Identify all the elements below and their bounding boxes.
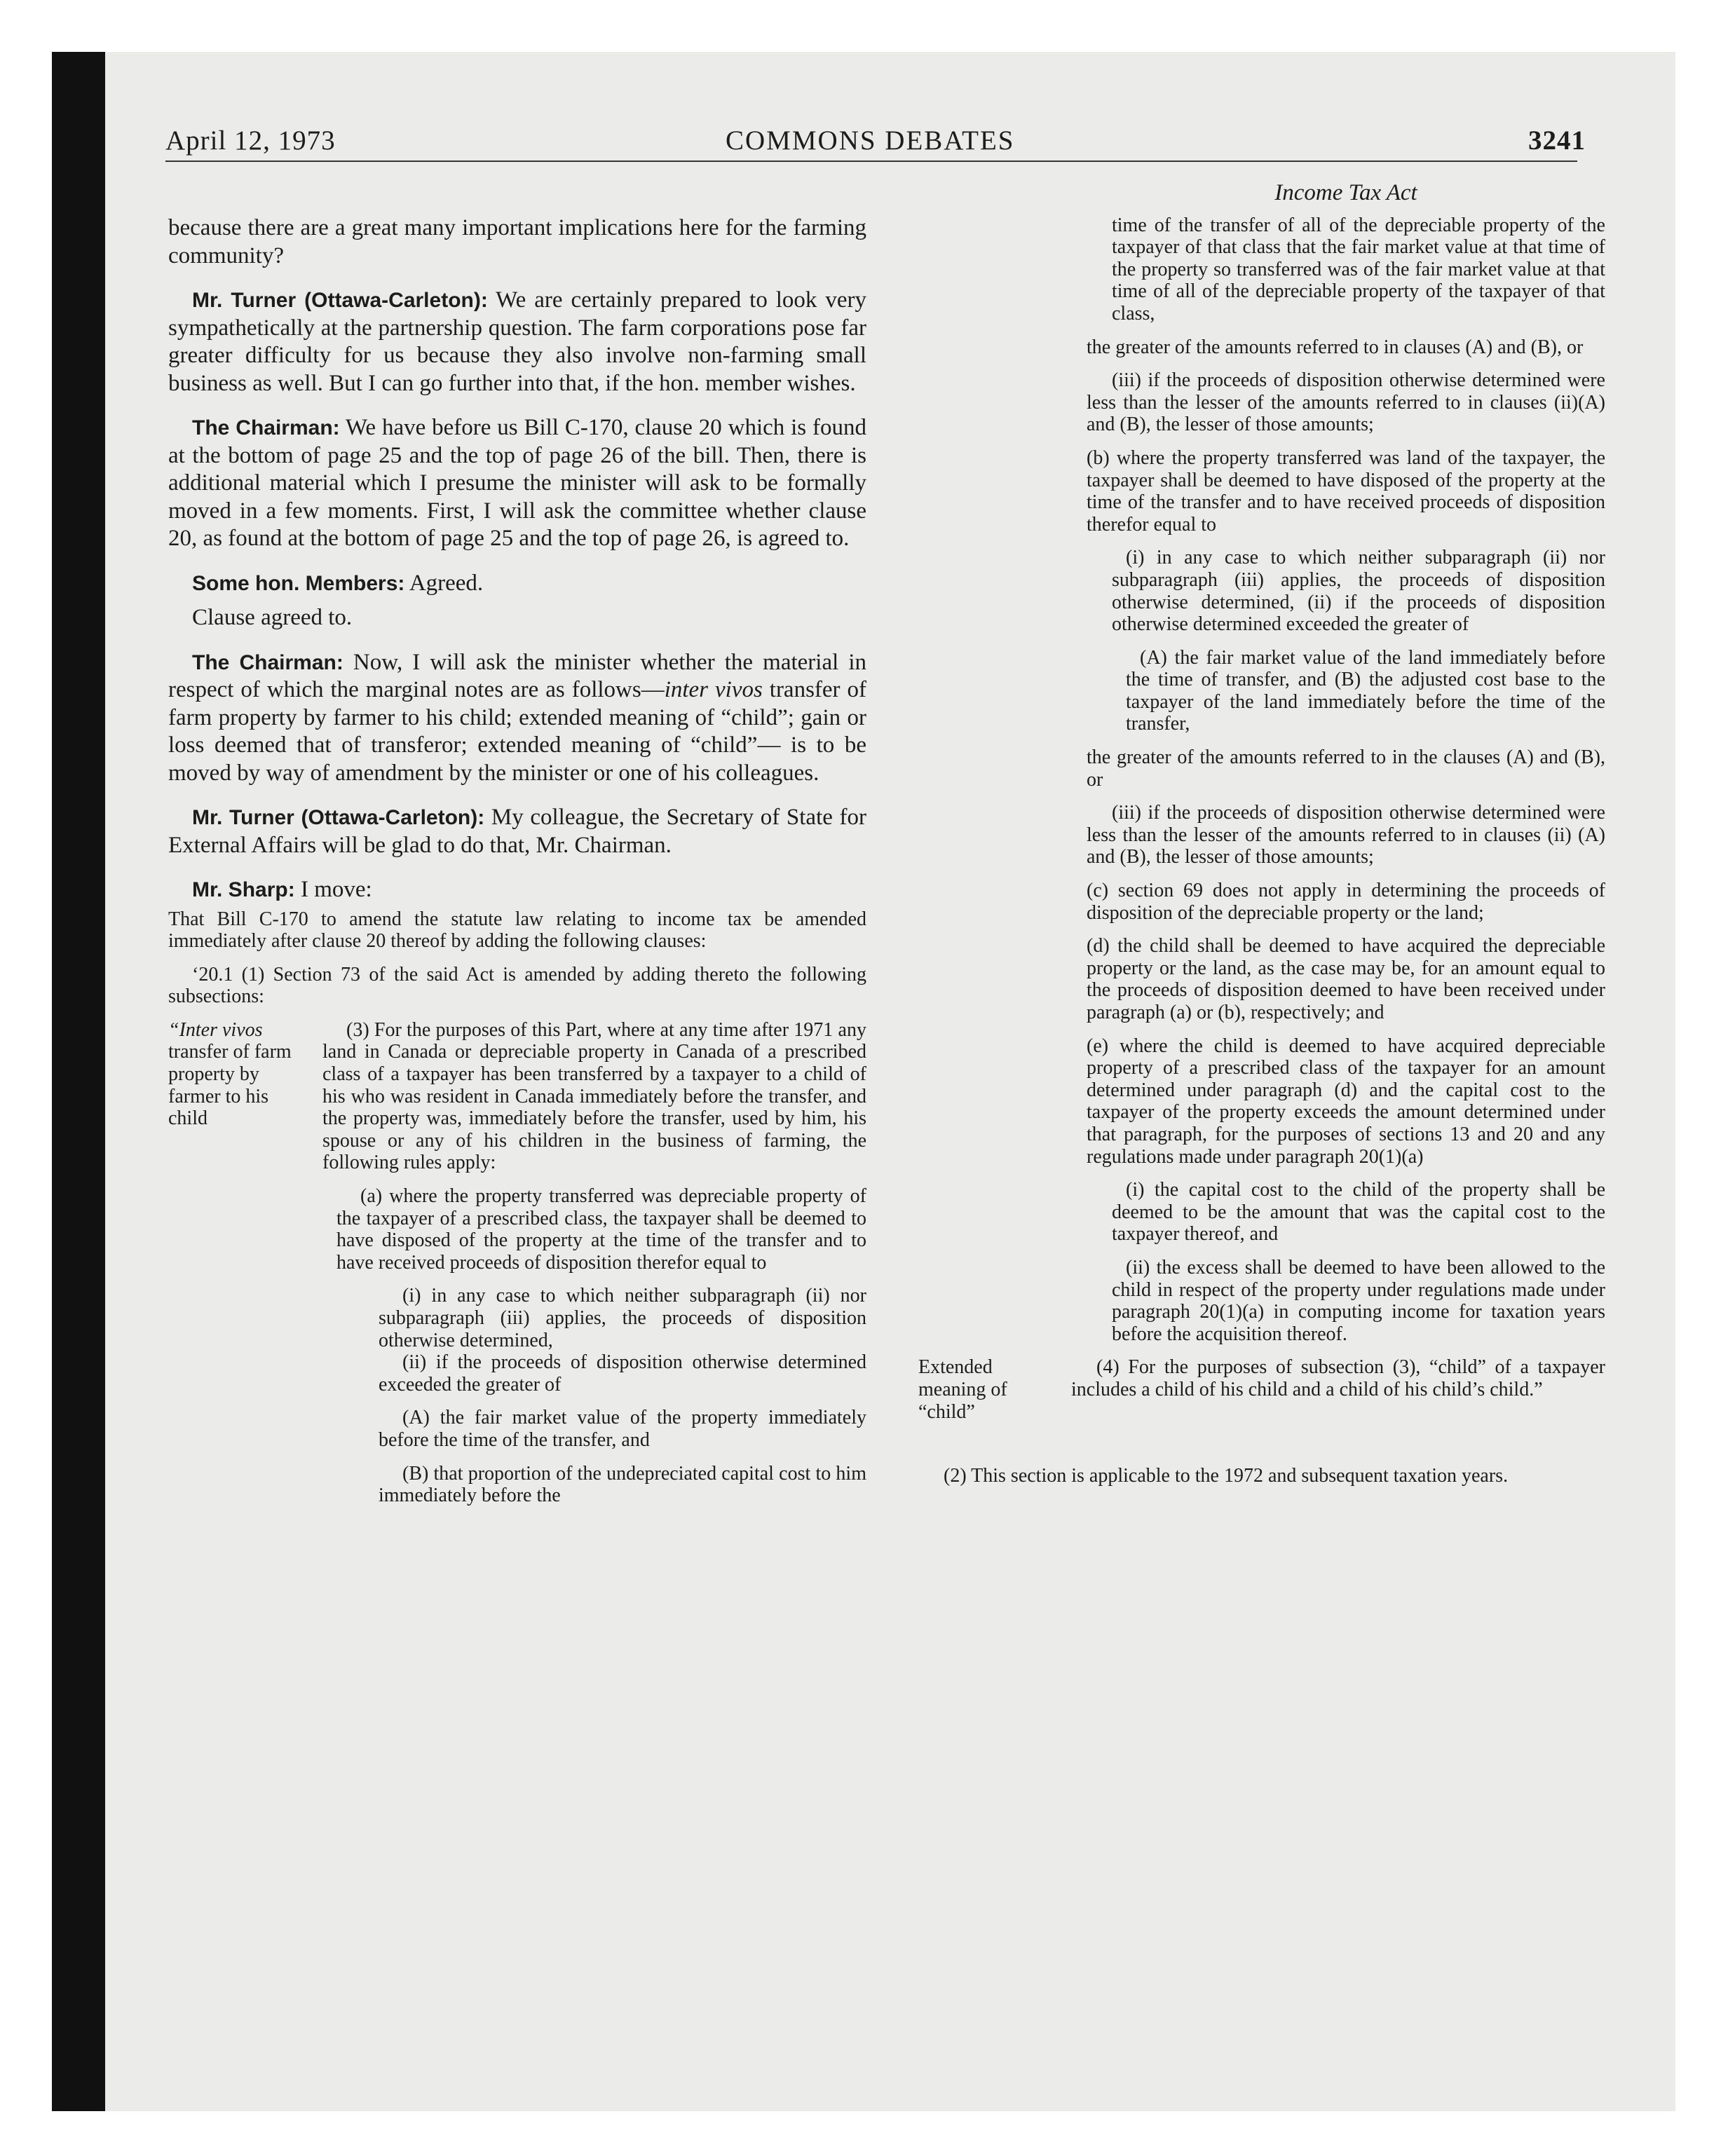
paragraph: [168, 287, 866, 397]
paragraph: because there are a great many important implications here for the farming community?: [168, 215, 866, 268]
latin-term: inter vivos: [664, 677, 763, 702]
speaker-name: The Chairman:: [192, 650, 343, 674]
speech-text: transfer of farm property by farmer to his child; extended meaning of “child”; gain or loss deemed that of transferor; extended meaning of “child”— is to be moved by way of amendment by the minister or one of his colleagues.: [168, 677, 866, 786]
statute-text: (iii) if the proceeds of disposition otherwise determined were less than the lesser of the amounts referred to in clauses (ii) (A) and (B), the lesser of those amounts;: [1087, 802, 1605, 868]
paragraph: [168, 570, 866, 598]
header-date: April 12, 1973: [165, 125, 336, 156]
speaker-name: Some hon. Members:: [192, 571, 405, 595]
right-column: [918, 180, 1605, 1499]
speech-text: We have before us Bill C-170, clause 20 which is found at the bottom of page 25 and the top of page 26 of the bill. Then, there is additional material which I presume the minister will ask to be formally moved in a few moments. First, I will ask the committee whether clause 20, as found at the bottom of page 25 and the top of page 26, is agreed to.: [168, 415, 866, 551]
clause-B: (B) that proportion of the undepreciated capital cost to him immediately before the: [379, 1462, 866, 1507]
speaker-name: Mr. Turner (Ottawa-Carleton):: [192, 289, 488, 312]
speech-text: We are certainly prepared to look very sympathetically at the partnership question. The farm corporations pose far greater difficulty for us because they also involve non-farming small business as well. But I can go further into that, if the hon. member wishes.: [168, 287, 866, 396]
paragraph-e: (e) where the child is deemed to have acquired depreciable property of a prescribed class of the taxpayer for an amount determined under paragraph (d) and the capital cost to the taxpayer of the property exceeds the amount determined under that paragraph, for the purposes of sections 13 and 20 and any regulations made under paragraph 20(1)(a): [1087, 1035, 1605, 1168]
paragraph: [168, 414, 866, 553]
paragraph-c: (c) section 69 does not apply in determining the proceeds of disposition of the depreciable property or the land;: [1087, 880, 1605, 924]
margin-note-italic: “Inter vivos: [168, 1018, 263, 1041]
paragraph: [168, 876, 866, 904]
statute-text: the greater of the amounts referred to in clauses (A) and (B), or: [1087, 336, 1584, 358]
subparagraph-i: (i) in any case to which neither subparagraph (ii) nor subparagraph (iii) applies, the proceeds of disposition otherwise determined,: [379, 1285, 866, 1351]
subsection-3-block: [168, 1019, 866, 1174]
paragraph: Clause agreed to.: [192, 605, 353, 630]
subparagraph-ii: (ii) if the proceeds of disposition otherwise determined exceeded the greater of: [379, 1351, 866, 1396]
speech-text: My colleague, the Secretary of State for External Affairs will be glad to do that, Mr. Chairman.: [168, 805, 867, 858]
speech-text: Agreed.: [404, 570, 484, 596]
statute-text: (i) the capital cost to the child of the property shall be deemed to be the amount that was the capital cost to the taxpayer thereof, and: [1112, 1179, 1605, 1246]
clause-20-1: ‘20.1 (1) Section 73 of the said Act is amended by adding thereto the following subsections:: [168, 963, 866, 1008]
speaker-name: Mr. Sharp:: [192, 878, 295, 901]
header-rule: [165, 161, 1577, 162]
scan-edge-bar: [52, 52, 105, 2111]
running-head: Income Tax Act: [1274, 180, 1417, 205]
margin-note: [168, 1019, 308, 1174]
applicability-clause: (2) This section is applicable to the 1972 and subsequent taxation years.: [944, 1465, 1509, 1487]
speech-text: I move:: [294, 877, 372, 902]
header-page-number: 3241: [1528, 125, 1586, 156]
left-column: [168, 214, 866, 1518]
clause-A: (A) the fair market value of the property immediately before the time of the transfer, and: [379, 1407, 866, 1451]
header-title: COMMONS DEBATES: [726, 125, 1015, 156]
subsection-3: (3) For the purposes of this Part, where at any time after 1971 any land in Canada or depreciable property in Canada of a prescribed class of a taxpayer has been transferred by a taxpayer to a child of his who was resident in Canada immediately before the transfer, and the property was, immediately before the transfer, used by him, his spouse or any of his children in the business of farming, the following rules apply:: [322, 1018, 866, 1174]
paragraph: [168, 804, 866, 859]
paragraph-b: (b) where the property transferred was land of the taxpayer, the taxpayer shall be deemed to have disposed of the property at the time of the transfer and to have received proceeds of disposition therefor equal to: [1087, 446, 1605, 535]
subsection-4-block: [918, 1356, 1605, 1423]
paragraph-a: (a) where the property transferred was depreciable property of the taxpayer of a prescribed class, the taxpayer shall be deemed to have disposed of the property at the time of the transfer and to have received proceeds of disposition therefor equal to: [336, 1185, 866, 1274]
statute-text: time of the transfer of all of the depreciable property of the taxpayer of that class that the fair market value at that time of the property so transferred was of the fair market value at that time of all of the depreciable property of the taxpayer of that class,: [1112, 214, 1605, 325]
motion-text: That Bill C-170 to amend the statute law relating to income tax be amended immediately after clause 20 thereof by adding the following clauses:: [168, 908, 866, 953]
speaker-name: Mr. Turner (Ottawa-Carleton):: [192, 806, 485, 829]
statute-text: (ii) the excess shall be deemed to have been allowed to the child in respect of the property under regulations made under paragraph 20(1)(a) in computing income for taxation years before the acquisition thereof.: [1112, 1256, 1605, 1345]
margin-note: Extended meaning of “child”: [918, 1356, 1007, 1423]
statute-text: (A) the fair market value of the land immediately before the time of transfer, and (B) the adjusted cost base to the taxpayer of the land immediately before the time of the transfer,: [1126, 646, 1605, 735]
statute-text: the greater of the amounts referred to in the clauses (A) and (B), or: [1087, 746, 1605, 791]
statute-text: (i) in any case to which neither subparagraph (ii) nor subparagraph (iii) applies, the proceeds of disposition otherwise determined, (ii) if the proceeds of disposition otherwise determined exceeded the greater of: [1112, 547, 1605, 636]
speaker-name: The Chairman:: [192, 416, 340, 439]
paragraph-d: (d) the child shall be deemed to have acquired the depreciable property or the land, as the case may be, for an amount equal to the proceeds of disposition deemed to have been received under paragraph (a) or (b), respectively; and: [1087, 935, 1605, 1023]
subsection-4: (4) For the purposes of subsection (3), “child” of a taxpayer includes a child of his child and a child of his child’s child.”: [1071, 1356, 1605, 1400]
speech-text: Now, I will ask the minister whether the material in respect of which the marginal notes are as follows—: [168, 649, 866, 702]
margin-note-rest: transfer of farm property by farmer to his child: [168, 1041, 292, 1130]
statute-text: (iii) if the proceeds of disposition otherwise determined were less than the lesser of the amounts referred to in clauses (ii)(A) and (B), the lesser of those amounts;: [1087, 369, 1605, 436]
paragraph: [168, 649, 866, 788]
